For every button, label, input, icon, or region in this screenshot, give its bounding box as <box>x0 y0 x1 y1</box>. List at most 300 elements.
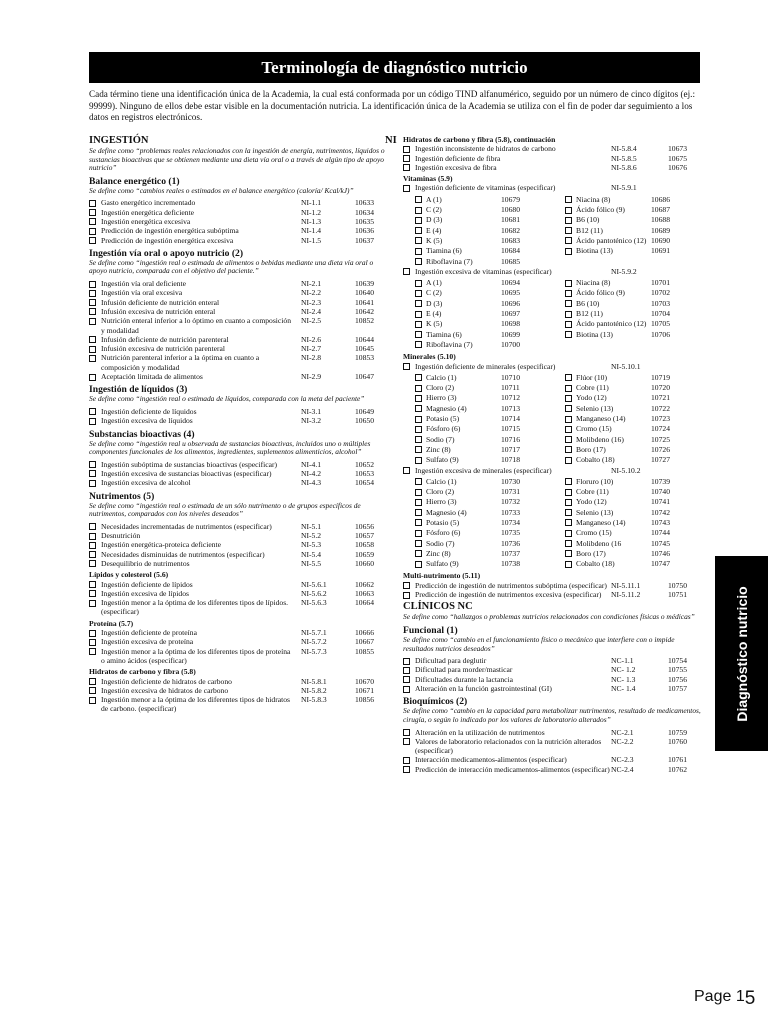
checkbox[interactable] <box>565 395 572 402</box>
checkbox[interactable] <box>415 385 422 392</box>
checkbox[interactable] <box>89 678 96 685</box>
nutrient-option <box>415 518 565 528</box>
nutrient-id: 10699 <box>501 329 520 339</box>
nutrient-option <box>565 257 715 267</box>
checkbox[interactable] <box>415 300 422 307</box>
nutrient-option <box>565 319 715 329</box>
checkbox[interactable] <box>415 258 422 265</box>
subsection-heading: Substancias bioactivas (4) <box>89 428 195 440</box>
term-id: 10639 <box>355 279 374 289</box>
checkbox[interactable] <box>415 540 422 547</box>
term-id: 10637 <box>355 235 374 245</box>
nutrient-id: 10723 <box>651 414 670 424</box>
nutrient-option <box>565 518 715 528</box>
term-label: Ingestión menor a la óptima de los diferentes tipos de lípidos. (especificar) <box>101 598 289 617</box>
nutrient-id: 10722 <box>651 403 670 413</box>
checkbox[interactable] <box>89 648 96 655</box>
term-row <box>89 677 392 686</box>
definition-text: Se define como “cambio en la capacidad para metabolizar nutrimentos, resultado de medicamentos, cirugía, o según lo indicado por los valores de laboratorio alterados” <box>403 706 701 724</box>
checkbox[interactable] <box>89 551 96 558</box>
nutrient-label: Sodio (7) <box>426 434 455 444</box>
term-id: 10666 <box>355 628 374 638</box>
checkbox[interactable] <box>565 426 572 433</box>
nutrient-label: Cloro (2) <box>426 383 455 393</box>
nutrient-option <box>565 477 715 487</box>
checkbox[interactable] <box>89 374 96 381</box>
checkbox[interactable] <box>415 341 422 348</box>
checkbox[interactable] <box>415 519 422 526</box>
term-code: NI-2.3 <box>301 297 322 307</box>
checkbox[interactable] <box>565 561 572 568</box>
checkbox[interactable] <box>565 280 572 287</box>
checkbox[interactable] <box>89 237 96 244</box>
checkbox[interactable] <box>415 217 422 224</box>
nutrient-id: 10714 <box>501 414 520 424</box>
checkbox[interactable] <box>415 499 422 506</box>
section-heading-text: CLÍNICOS NC <box>403 601 473 613</box>
checkbox[interactable] <box>415 227 422 234</box>
checkbox[interactable] <box>565 499 572 506</box>
checkbox[interactable] <box>89 228 96 235</box>
nutrient-id: 10705 <box>651 319 670 329</box>
nutrient-option <box>415 539 565 549</box>
checkbox[interactable] <box>565 300 572 307</box>
term-id: 10635 <box>355 216 374 226</box>
checkbox[interactable] <box>565 311 572 318</box>
nutrient-id: 10691 <box>651 246 670 256</box>
subsection-heading: Balance energético (1) <box>89 175 180 187</box>
checkbox[interactable] <box>565 248 572 255</box>
checkbox[interactable] <box>403 164 410 171</box>
nutrient-option <box>565 487 715 497</box>
checkbox[interactable] <box>89 470 96 477</box>
nutrient-option <box>565 435 715 445</box>
term-code: NI-5.4 <box>301 549 322 559</box>
checkbox[interactable] <box>89 200 96 207</box>
checkbox[interactable] <box>89 630 96 637</box>
checkbox[interactable] <box>403 363 410 370</box>
checkbox[interactable] <box>415 395 422 402</box>
nutrient-label: Hierro (3) <box>426 393 457 403</box>
checkbox[interactable] <box>89 209 96 216</box>
term-row <box>89 647 392 666</box>
checkbox[interactable] <box>403 686 410 693</box>
nutrient-id: 10726 <box>651 444 670 454</box>
term-row <box>403 684 703 693</box>
term-row <box>403 765 703 774</box>
nutrient-option <box>415 226 565 236</box>
term-label: Ingestión inconsistente de hidratos de carbono <box>415 144 556 154</box>
term-id: 10633 <box>355 198 374 208</box>
nutrient-option <box>415 477 565 487</box>
term-label: Ingestión vía oral excesiva <box>101 288 183 298</box>
term-code: NI-5.9.2 <box>611 266 637 276</box>
term-id: 10654 <box>355 478 374 488</box>
checkbox[interactable] <box>415 509 422 516</box>
checkbox[interactable] <box>415 550 422 557</box>
term-code: NI-2.4 <box>301 306 322 316</box>
term-code: NI-5.8.5 <box>611 153 637 163</box>
checkbox[interactable] <box>415 237 422 244</box>
term-id: 10757 <box>668 684 687 694</box>
nutrient-id: 10739 <box>651 476 670 486</box>
term-code: NI-5.8.1 <box>301 676 327 686</box>
checkbox[interactable] <box>415 207 422 214</box>
nutrient-option <box>415 383 565 393</box>
nutrient-id: 10741 <box>651 497 670 507</box>
intro-paragraph: Cada término tiene una identificación única de la Academia, la cual está conformada por un código TIND alfanumérico, seguido por un número de cinco dígitos (ej.: 99999). Ninguno de ellos debe estar visible en la documentación nutricia. La identificación única de la Academia se utiliza con el fin de poder dar seguimiento a los datos en registros electrónicos. <box>89 89 695 122</box>
checkbox[interactable] <box>89 408 96 415</box>
term-label: Ingestión energética-proteica deficiente <box>101 540 222 550</box>
checkbox[interactable] <box>565 290 572 297</box>
checkbox[interactable] <box>89 590 96 597</box>
nutrient-id: 10743 <box>651 517 670 527</box>
nutrient-id: 10698 <box>501 319 520 329</box>
nutrient-id: 10719 <box>651 372 670 382</box>
checkbox[interactable] <box>565 385 572 392</box>
nutrient-option <box>565 539 715 549</box>
nutrient-id: 10689 <box>651 225 670 235</box>
term-row <box>89 307 392 316</box>
checkbox[interactable] <box>89 418 96 425</box>
checkbox[interactable] <box>565 540 572 547</box>
checkbox[interactable] <box>565 509 572 516</box>
term-code: NI-3.1 <box>301 406 322 416</box>
term-label: Infusión excesiva de nutrición parenteral <box>101 344 225 354</box>
checkbox[interactable] <box>565 530 572 537</box>
term-id: 10856 <box>355 695 374 705</box>
subsection-heading: Bioquímicos (2) <box>403 696 468 708</box>
nutrient-label: A (1) <box>426 194 442 204</box>
term-code: NC-1.1 <box>611 656 634 666</box>
term-label: Predicción de ingestión energética excesiva <box>101 235 234 245</box>
nutrient-id: 10742 <box>651 507 670 517</box>
term-code: NI-1.1 <box>301 198 322 208</box>
nutrient-label: K (5) <box>426 319 443 329</box>
checkbox[interactable] <box>565 436 572 443</box>
nutrient-label: Tiamina (6) <box>426 329 462 339</box>
checkbox[interactable] <box>565 550 572 557</box>
checkbox[interactable] <box>89 639 96 646</box>
term-label: Ingestión deficiente de proteína <box>101 628 197 638</box>
nutrient-option <box>415 549 565 559</box>
checkbox[interactable] <box>403 592 410 599</box>
checkbox[interactable] <box>565 457 572 464</box>
checkbox[interactable] <box>565 331 572 338</box>
checkbox[interactable] <box>415 290 422 297</box>
section-heading <box>403 601 703 613</box>
nutrient-option <box>415 528 565 538</box>
checkbox[interactable] <box>403 582 410 589</box>
term-id: 10658 <box>355 540 374 550</box>
nutrient-id: 10732 <box>501 497 520 507</box>
page-label: Page 1 <box>694 988 745 1005</box>
checkbox[interactable] <box>89 281 96 288</box>
nutrient-id: 10679 <box>501 194 520 204</box>
nutrient-id: 10725 <box>651 434 670 444</box>
term-code: NI-2.7 <box>301 344 322 354</box>
checkbox[interactable] <box>89 355 96 362</box>
term-code: NI-2.6 <box>301 334 322 344</box>
term-code: NC-2.1 <box>611 727 634 737</box>
checkbox[interactable] <box>415 331 422 338</box>
nutrient-id: 10721 <box>651 393 670 403</box>
nutrient-label: Tiamina (6) <box>426 246 462 256</box>
term-label: Ingestión menor a la óptima de los diferentes tipos de hidratos de carbono. (especificar) <box>101 695 290 714</box>
checkbox[interactable] <box>415 405 422 412</box>
category-heading: Hidratos de carbono y fibra (5.8) <box>89 667 196 677</box>
checkbox[interactable] <box>415 478 422 485</box>
term-row <box>89 628 392 637</box>
nutrient-label: Niacina (8) <box>576 194 611 204</box>
nutrient-id: 10710 <box>501 372 520 382</box>
definition-text: Se define como “cambio en el funcionamiento físico o mecánico que interfiere con o impide resultados nutricios deseados” <box>403 634 675 653</box>
nutrient-id: 10688 <box>651 215 670 225</box>
term-label: Ingestión deficiente de fibra <box>415 153 501 163</box>
term-row <box>403 163 703 172</box>
checkbox[interactable] <box>89 687 96 694</box>
checkbox[interactable] <box>415 416 422 423</box>
checkbox[interactable] <box>415 426 422 433</box>
term-row <box>403 362 703 371</box>
term-code: NI-4.2 <box>301 468 322 478</box>
checkbox[interactable] <box>403 738 410 745</box>
term-code: NI-2.2 <box>301 288 322 298</box>
term-code: NC-2.2 <box>611 736 634 746</box>
checkbox[interactable] <box>89 218 96 225</box>
checkbox[interactable] <box>415 311 422 318</box>
nutrient-id: 10727 <box>651 455 670 465</box>
term-id: 10662 <box>355 579 374 589</box>
term-row <box>89 550 392 559</box>
nutrient-option <box>415 340 565 350</box>
checkbox[interactable] <box>89 560 96 567</box>
checkbox[interactable] <box>415 561 422 568</box>
definition-text: Se define como “ingestión real o estimada de líquidos, comparada con la meta del paciente” <box>89 394 365 404</box>
term-id: 10636 <box>355 226 374 236</box>
term-label: Ingestión vía oral deficiente <box>101 279 186 289</box>
term-row <box>403 755 703 764</box>
nutrient-label: Yodo (12) <box>576 393 607 403</box>
nutrient-option <box>415 373 565 383</box>
term-row <box>89 540 392 549</box>
checkbox[interactable] <box>565 227 572 234</box>
nutrient-id: 10683 <box>501 235 520 245</box>
term-code: NI-3.2 <box>301 416 322 426</box>
nutrient-label: Cloro (2) <box>426 487 455 497</box>
term-code: NI-2.5 <box>301 316 322 326</box>
checkbox[interactable] <box>89 600 96 607</box>
nutrient-option <box>565 215 715 225</box>
checkbox[interactable] <box>415 489 422 496</box>
nutrient-label: E (4) <box>426 225 442 235</box>
term-id: 10852 <box>355 316 374 326</box>
checkbox[interactable] <box>89 697 96 704</box>
checkbox[interactable] <box>565 196 572 203</box>
nutrient-label: Calcio (1) <box>426 372 457 382</box>
nutrient-label: Cromo (15) <box>576 528 612 538</box>
nutrient-option <box>415 487 565 497</box>
checkbox[interactable] <box>89 523 96 530</box>
checkbox[interactable] <box>565 489 572 496</box>
nutrient-id: 10740 <box>651 487 670 497</box>
nutrient-option <box>565 414 715 424</box>
term-row <box>403 581 703 590</box>
checkbox[interactable] <box>403 667 410 674</box>
nutrient-id: 10711 <box>501 383 520 393</box>
term-code: NI-5.7.3 <box>301 646 327 656</box>
term-id: 10649 <box>355 406 374 416</box>
checkbox[interactable] <box>565 519 572 526</box>
nutrient-id: 10681 <box>501 215 520 225</box>
term-row <box>403 665 703 674</box>
checkbox[interactable] <box>403 146 410 153</box>
nutrient-id: 10712 <box>501 393 520 403</box>
term-row <box>403 656 703 665</box>
checkbox[interactable] <box>415 436 422 443</box>
nutrient-option <box>415 278 565 288</box>
checkbox[interactable] <box>415 457 422 464</box>
nutrient-label: Boro (17) <box>576 548 606 558</box>
checkbox[interactable] <box>565 416 572 423</box>
nutrient-id: 10733 <box>501 507 520 517</box>
checkbox[interactable] <box>403 268 410 275</box>
term-row <box>89 686 392 695</box>
term-code: NI-5.11.1 <box>611 580 641 590</box>
checkbox[interactable] <box>89 318 96 325</box>
checkbox[interactable] <box>565 446 572 453</box>
checkbox[interactable] <box>415 446 422 453</box>
page-title: Terminología de diagnóstico nutricio <box>89 52 700 83</box>
checkbox[interactable] <box>415 280 422 287</box>
checkbox[interactable] <box>565 207 572 214</box>
checkbox[interactable] <box>89 542 96 549</box>
term-row <box>89 531 392 540</box>
checkbox[interactable] <box>89 336 96 343</box>
checkbox[interactable] <box>565 321 572 328</box>
nutrient-option <box>565 528 715 538</box>
term-row <box>403 267 703 276</box>
page-digit: 5 <box>744 988 756 1009</box>
nutrient-id: 10682 <box>501 225 520 235</box>
checkbox[interactable] <box>415 530 422 537</box>
nutrient-option <box>565 226 715 236</box>
checkbox[interactable] <box>565 478 572 485</box>
term-row <box>89 478 392 487</box>
nutrient-option <box>565 236 715 246</box>
checkbox[interactable] <box>565 374 572 381</box>
checkbox[interactable] <box>89 461 96 468</box>
term-id: 10676 <box>668 162 687 172</box>
term-code: NI-2.8 <box>301 353 322 363</box>
term-row <box>89 298 392 307</box>
term-label: Desnutrición <box>101 531 141 541</box>
checkbox[interactable] <box>403 185 410 192</box>
nutrient-label: B6 (10) <box>576 215 600 225</box>
checkbox[interactable] <box>403 757 410 764</box>
checkbox[interactable] <box>565 237 572 244</box>
nutrient-option <box>565 373 715 383</box>
checkbox[interactable] <box>403 155 410 162</box>
term-label: Aceptación limitada de alimentos <box>101 372 203 382</box>
checkbox[interactable] <box>403 729 410 736</box>
checkbox[interactable] <box>89 533 96 540</box>
term-row <box>89 316 392 335</box>
nutrient-id: 10724 <box>651 424 670 434</box>
checkbox[interactable] <box>403 467 410 474</box>
nutrient-label: Selenio (13) <box>576 507 614 517</box>
nutrient-label: Cobalto (18) <box>576 559 615 569</box>
checkbox[interactable] <box>415 248 422 255</box>
nutrient-option <box>415 195 565 205</box>
term-row <box>89 559 392 568</box>
nutrient-label: E (4) <box>426 309 442 319</box>
checkbox[interactable] <box>89 290 96 297</box>
term-id: 10650 <box>355 416 374 426</box>
nutrient-id: 10690 <box>651 235 670 245</box>
nutrient-label: Fósforo (6) <box>426 528 461 538</box>
nutrient-option <box>415 414 565 424</box>
checkbox[interactable] <box>565 405 572 412</box>
term-row <box>403 737 703 756</box>
nutrient-id: 10713 <box>501 403 520 413</box>
term-code: NI-2.9 <box>301 372 322 382</box>
checkbox[interactable] <box>89 308 96 315</box>
term-id: 10641 <box>355 297 374 307</box>
nutrient-label: Molibdeno (16) <box>576 434 624 444</box>
term-label: Predicción de ingestión de nutrimentos excesiva (especificar) <box>415 590 602 600</box>
checkbox[interactable] <box>415 321 422 328</box>
nutrient-label: Ácido pantoténico (12) <box>576 319 647 329</box>
checkbox[interactable] <box>415 196 422 203</box>
checkbox[interactable] <box>89 480 96 487</box>
nutrient-label: Sulfato (9) <box>426 559 459 569</box>
checkbox[interactable] <box>89 581 96 588</box>
nutrient-label: Magnesio (4) <box>426 507 467 517</box>
term-code: NC- 1.3 <box>611 674 636 684</box>
term-label: Ingestión excesiva de sustancias bioactivas (especificar) <box>101 468 272 478</box>
checkbox[interactable] <box>565 217 572 224</box>
checkbox[interactable] <box>415 374 422 381</box>
nutrient-option <box>415 309 565 319</box>
checkbox[interactable] <box>89 299 96 306</box>
term-row <box>89 416 392 425</box>
term-id: 10656 <box>355 521 374 531</box>
checkbox[interactable] <box>403 766 410 773</box>
nutrient-label: Ácido pantoténico (12) <box>576 235 647 245</box>
checkbox[interactable] <box>403 676 410 683</box>
nutrient-option <box>565 340 715 350</box>
nutrient-option <box>415 330 565 340</box>
checkbox[interactable] <box>89 346 96 353</box>
checkbox[interactable] <box>403 658 410 665</box>
term-row <box>89 598 392 617</box>
nutrient-label: Flúor (10) <box>576 372 608 382</box>
term-row <box>403 466 703 475</box>
term-code: NI-1.5 <box>301 235 322 245</box>
term-code: NI-5.10.1 <box>611 361 641 371</box>
nutrient-id: 10737 <box>501 548 520 558</box>
nutrient-id: 10706 <box>651 329 670 339</box>
subsection-heading: Ingestión vía oral o apoyo nutricio (2) <box>89 247 244 259</box>
term-row <box>89 522 392 531</box>
term-code: NC- 1.4 <box>611 684 636 694</box>
nutrient-id: 10697 <box>501 309 520 319</box>
term-id: 10657 <box>355 531 374 541</box>
nutrient-label: Sodio (7) <box>426 538 455 548</box>
definition-text: Se define como “ingestión real o estimada de alimentos o bebidas mediante una dieta vía oral o apoyo nutricio, comparada con el objetivo del paciente.” <box>89 257 374 276</box>
term-label: Ingestión deficiente de lípidos <box>101 579 193 589</box>
